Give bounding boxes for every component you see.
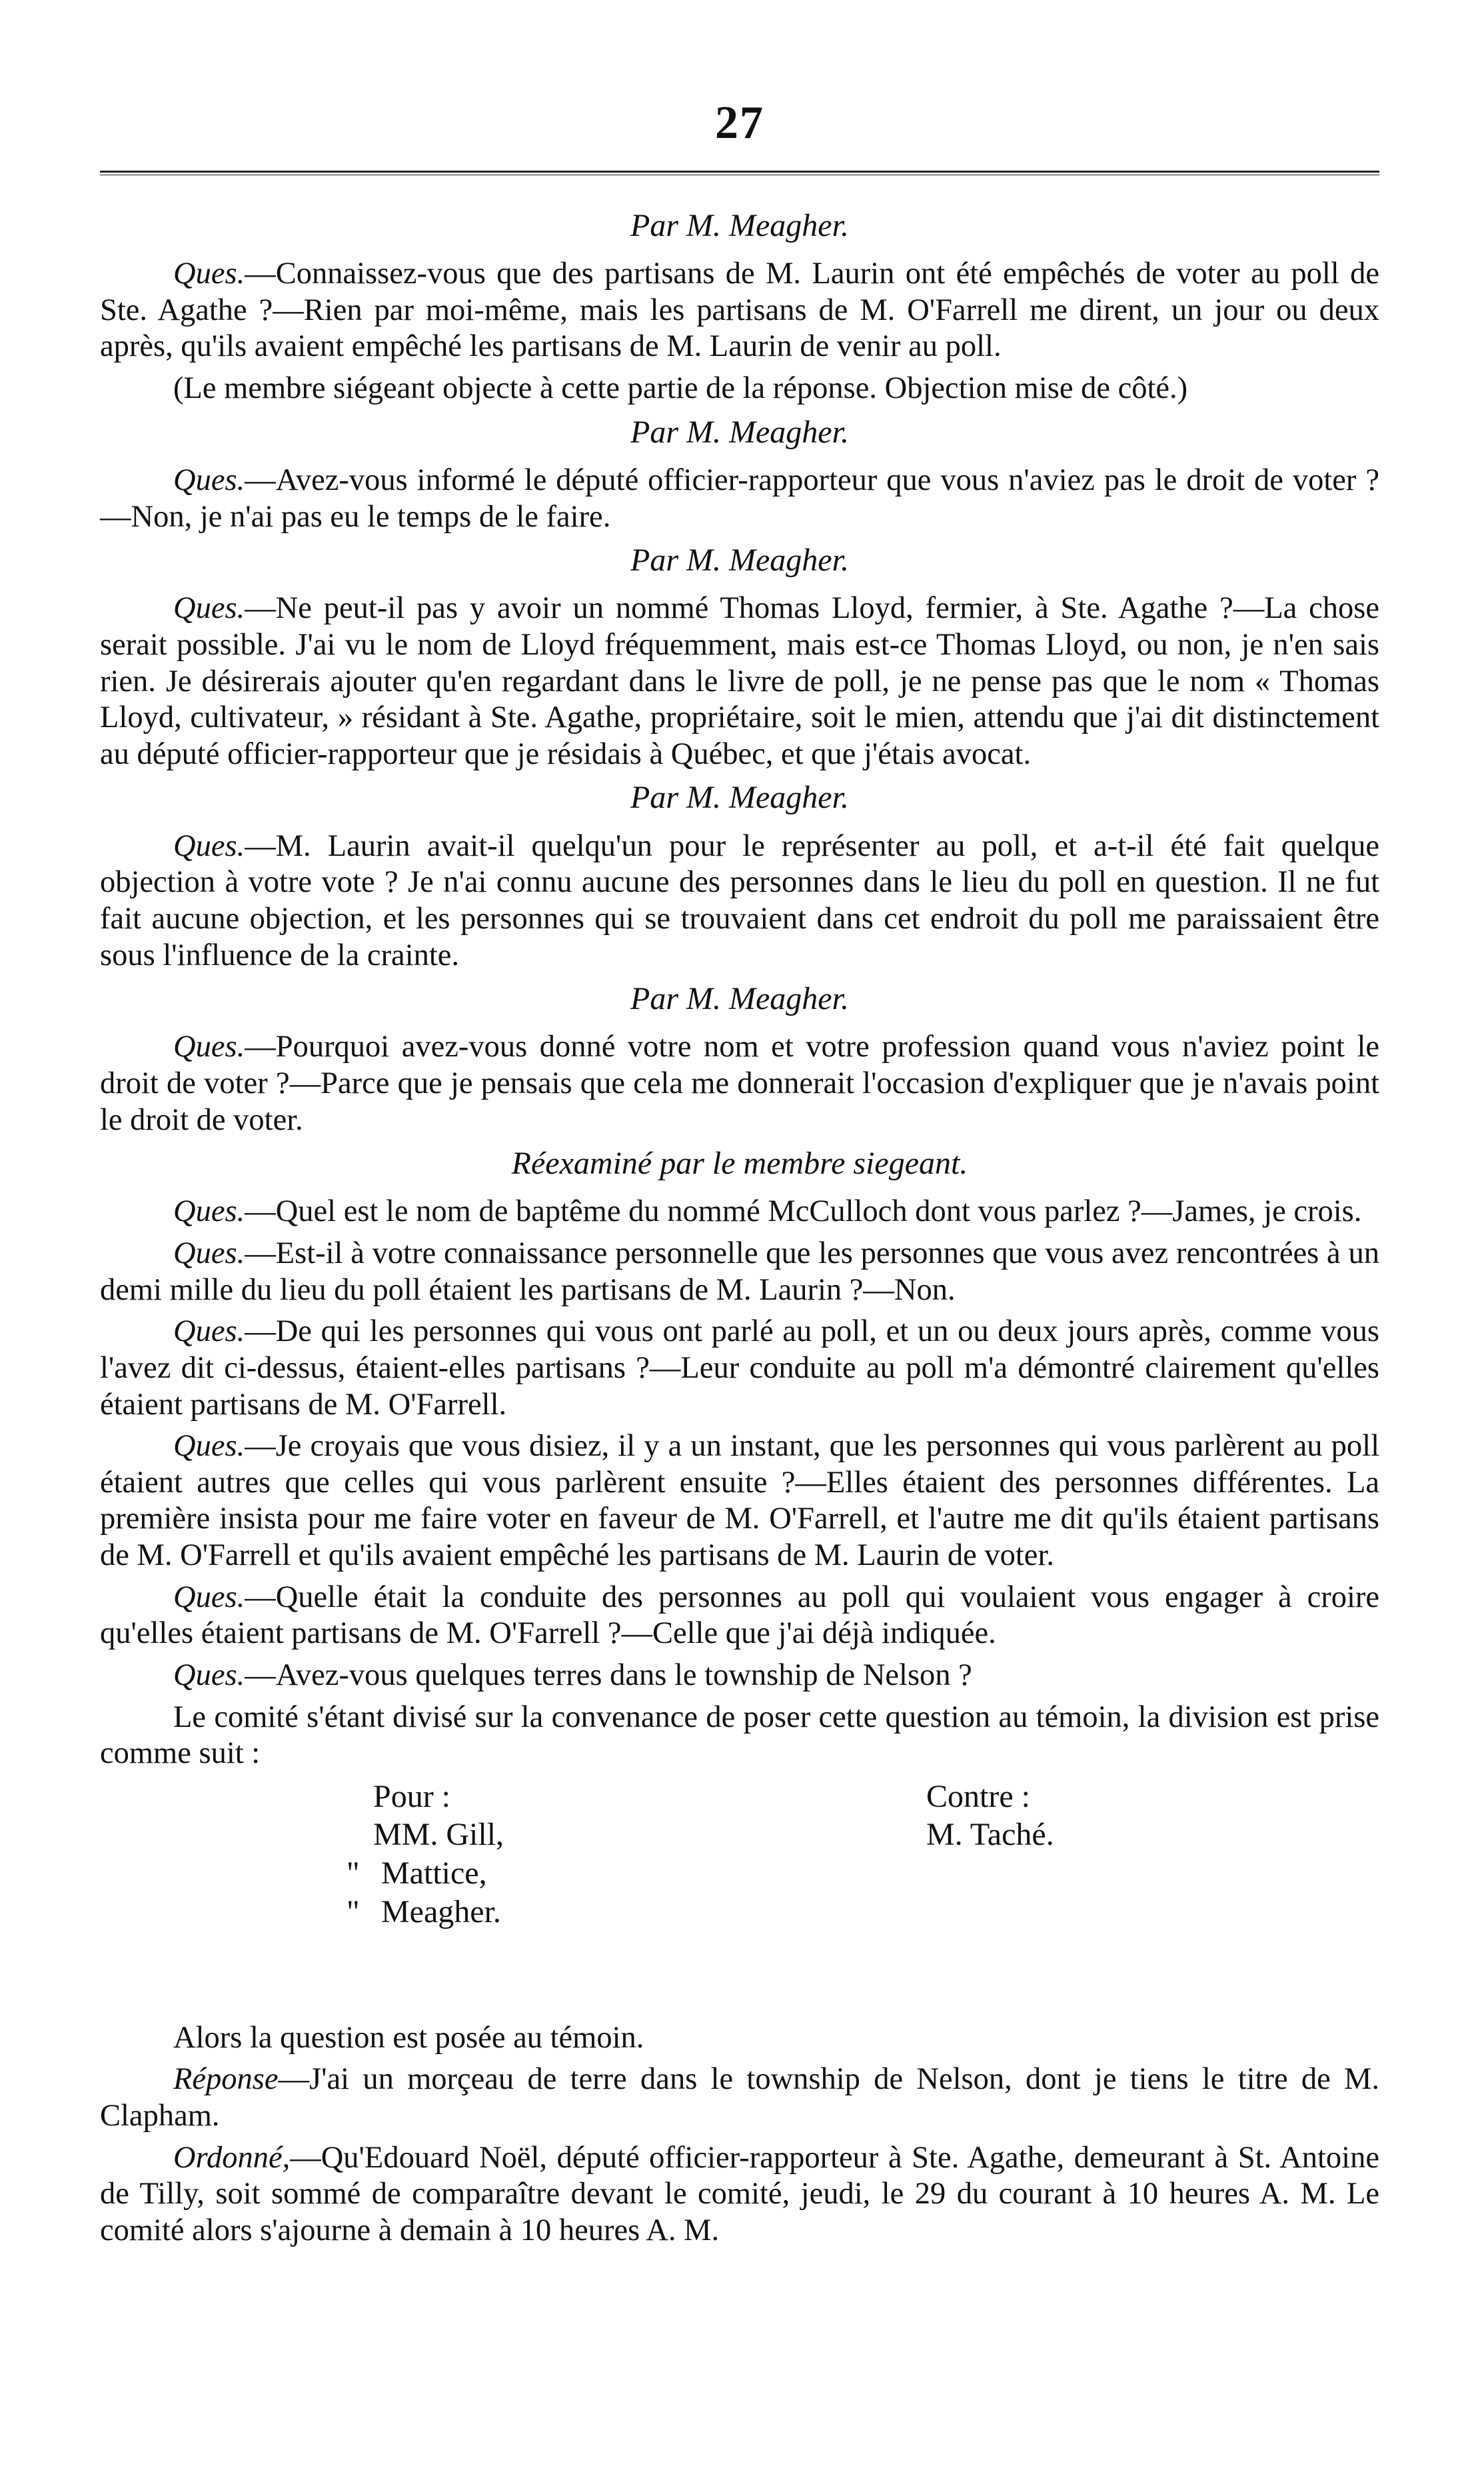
paragraph-text: Alors la question est posée au témoin. (173, 2020, 644, 2055)
paragraph-lead: Ques. (173, 1194, 245, 1229)
paragraph-text: Le comité s'étant divisé sur la convenance de poser cette question au témoin, la division est prise comme suit : (100, 1700, 1379, 1771)
paragraph-text: —Qu'Edouard Noël, député officier-rapporteur à Ste. Agathe, demeurant à St. Antoine de Tilly, soit sommé de comparaître devant le comité, jeudi, le 29 du courant à 10 heures A. M. Le comité alors s'ajourne à demain à 10 heures A. M. (100, 2140, 1379, 2247)
paragraph-lead: Ques. (173, 591, 245, 626)
paragraph (100, 1029, 1379, 1138)
paragraph-lead: Ques. (173, 1314, 245, 1349)
paragraph (100, 591, 1379, 772)
vote-pour-column (347, 1778, 504, 1931)
paragraph (100, 1658, 1379, 1694)
member-prefix: " (347, 1855, 360, 1891)
member-name (347, 1854, 504, 1893)
member-surname: Gill, (446, 1817, 504, 1853)
section-heading: Par M. Meagher. (630, 414, 849, 450)
paragraph-lead: Ques. (173, 1429, 245, 1464)
paragraph-text: —Avez-vous quelques terres dans le township de Nelson ? (245, 1658, 972, 1692)
page-body (100, 207, 1379, 2249)
section-heading: Réexaminé par le membre siegeant. (511, 1146, 968, 1182)
paragraph-lead: Ques. (173, 257, 245, 291)
paragraph-lead: Ques. (173, 463, 245, 497)
vote-contre-column (900, 1778, 1054, 1854)
paragraph-text: (Le membre siégeant objecte à cette partie de la réponse. Objection mise de côté.) (173, 371, 1188, 406)
paragraph-text: —Connaissez-vous que des partisans de M. Laurin ont été empêchés de voter au poll de Ste. Agathe ?—Rien par moi-même, mais les partisans de M. O'Farrell me dirent, un jour ou deux après, qu'ils avaient empêché les partisans de M. Laurin de venir au poll. (100, 257, 1379, 364)
paragraph (100, 828, 1379, 974)
section-heading: Par M. Meagher. (630, 780, 849, 816)
paragraph-text: —Je croyais que vous disiez, il y a un instant, que les personnes qui vous parlèrent au poll étaient autres que celles qui vous parlèrent ensuite ?—Elles étaient des personnes différentes. La première insista pour me faire voter en faveur de M. O'Farrell, et l'autre me dit qu'ils étaient partisans de M. O'Farrell et qu'ils avaient empêché les partisans de M. Laurin de voter. (100, 1429, 1379, 1572)
paragraph-lead: Ques. (173, 828, 245, 863)
paragraph (100, 371, 1379, 407)
paragraph-text: —J'ai un morçeau de terre dans le township de Nelson, dont je tiens le titre de M. Clapham. (100, 2062, 1379, 2133)
member-name (347, 1816, 504, 1854)
paragraph (100, 1314, 1379, 1423)
member-prefix: MM. (373, 1817, 438, 1853)
vote-contre-column-label: Contre : (926, 1778, 1030, 1814)
paragraph (100, 2020, 1379, 2057)
division-vote (100, 1778, 1379, 2017)
paragraph (100, 1700, 1379, 1772)
page-number: 27 (715, 97, 764, 149)
document-page (100, 97, 1379, 2255)
member-prefix: " (347, 1893, 360, 1929)
member-name (900, 1816, 1054, 1854)
paragraph-text: —M. Laurin avait-il quelqu'un pour le représenter au poll, et a-t-il été fait quelque objection à votre vote ? Je n'ai connu aucune des personnes dans le lieu du poll en question. Il ne fut fait aucune objection, et les personnes qui se trouvaient dans cet endroit du poll me paraissaient être sous l'influence de la crainte. (100, 828, 1379, 972)
paragraph-lead: Ques. (173, 1580, 245, 1614)
paragraph-text: —De qui les personnes qui vous ont parlé au poll, et un ou deux jours après, comme vous l'avez dit ci-dessus, étaient-elles partisans ?—Leur conduite au poll m'a démontré clairement qu'elles étaient partisans de M. O'Farrell. (100, 1314, 1379, 1422)
paragraph (100, 1236, 1379, 1308)
paragraph-lead: Ques. (173, 1030, 245, 1064)
paragraph (100, 1194, 1379, 1230)
member-surname: Taché. (970, 1817, 1054, 1853)
paragraph (100, 256, 1379, 365)
paragraph (100, 2140, 1379, 2249)
paragraph (100, 2061, 1379, 2134)
paragraph-lead: Ques. (173, 1658, 245, 1692)
vote-pour-column-label: Pour : (373, 1778, 451, 1814)
paragraph (100, 463, 1379, 535)
member-name (347, 1893, 504, 1931)
paragraph-text: —Avez-vous informé le député officier-rapporteur que vous n'aviez pas le droit de voter ?—Non, je n'ai pas eu le temps de le faire. (100, 463, 1379, 534)
paragraph-text: —Quel est le nom de baptême du nommé McCulloch dont vous parlez ?—James, je crois. (245, 1194, 1362, 1229)
paragraph-text: —Ne peut-il pas y avoir un nommé Thomas Lloyd, fermier, à Ste. Agathe ?—La chose serait possible. J'ai vu le nom de Lloyd fréquemment, mais est-ce Thomas Lloyd, ou non, je n'en sais rien. Je désirerais ajouter qu'en regardant dans le livre de poll, je ne pense pas que le nom « Thomas Lloyd, cultivateur, » résidant à Ste. Agathe, propriétaire, soit le mien, attendu que j'ai dit distinctement au député officier-rapporteur que je résidais à Québec, et que j'étais avocat. (100, 591, 1379, 771)
section-heading: Par M. Meagher. (630, 208, 849, 243)
member-prefix: M. (926, 1817, 963, 1853)
paragraph (100, 1580, 1379, 1652)
section-heading: Par M. Meagher. (630, 543, 849, 579)
paragraph-lead: Réponse (173, 2062, 279, 2097)
paragraph-text: —Pourquoi avez-vous donné votre nom et votre profession quand vous n'aviez point le droit de voter ?—Parce que je pensais que cela me donnerait l'occasion d'expliquer que je n'avais point le droit de voter. (100, 1030, 1379, 1137)
member-surname: Meagher. (381, 1893, 501, 1929)
member-surname: Mattice, (381, 1855, 487, 1891)
paragraph-lead: Ordonné, (173, 2140, 291, 2175)
paragraph-text: —Quelle était la conduite des personnes au poll qui voulaient vous engager à croire qu'elles étaient partisans de M. O'Farrell ?—Celle que j'ai déjà indiquée. (100, 1580, 1379, 1651)
paragraph-lead: Ques. (173, 1236, 245, 1270)
section-heading: Par M. Meagher. (630, 981, 849, 1017)
paragraph-text: —Est-il à votre connaissance personnelle que les personnes que vous avez rencontrées à un demi mille du lieu du poll étaient les partisans de M. Laurin ?—Non. (100, 1236, 1379, 1307)
header-rule (100, 171, 1379, 175)
paragraph (100, 1428, 1379, 1574)
